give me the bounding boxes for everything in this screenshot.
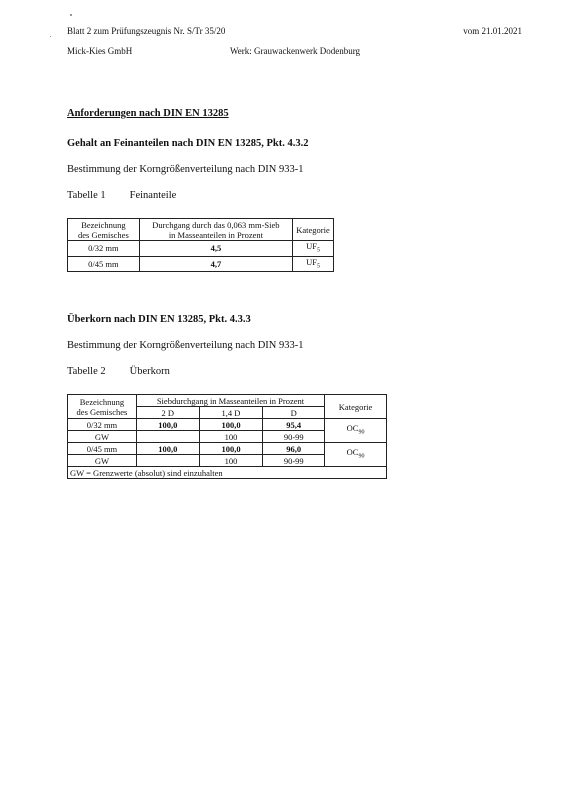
- table2-label: Tabelle 2: [67, 366, 106, 377]
- value-1-4d: 100,0: [199, 419, 263, 431]
- limit-2d: [136, 455, 199, 467]
- table1-caption: [67, 190, 176, 201]
- header-mixture: Bezeichnung des Gemisches: [68, 395, 137, 419]
- category-cell: $UF_5$: [293, 256, 334, 272]
- limit-2d: [136, 431, 199, 443]
- table1-label: Tabelle 1: [67, 190, 106, 201]
- header-d: D: [263, 407, 325, 419]
- fines-table: [67, 218, 334, 272]
- header-2d: 2 D: [136, 407, 199, 419]
- scan-speck: [70, 14, 72, 16]
- sheet-reference: Blatt 2 zum Prüfungszeugnis Nr. S/Tr 35/20: [67, 26, 226, 36]
- limit-d: 90-99: [263, 431, 325, 443]
- header-mixture: Bezeichnung des Gemisches: [68, 219, 140, 241]
- passing-value: 4,5: [139, 241, 292, 257]
- table2-caption: [67, 366, 170, 377]
- mixture-cell: 0/45 mm: [68, 256, 140, 272]
- header-sieve-passing: Siebdurchgang in Masseanteilen in Prozent: [136, 395, 324, 407]
- value-d: 96,0: [263, 443, 325, 455]
- value-1-4d: 100,0: [199, 443, 263, 455]
- company-name: Mick-Kies GmbH: [67, 46, 133, 56]
- limit-1-4d: 100: [199, 431, 263, 443]
- passing-value: 4,7: [139, 256, 292, 272]
- value-2d: 100,0: [136, 443, 199, 455]
- mixture-cell: 0/45 mm: [68, 443, 137, 455]
- mixture-cell: 0/32 mm: [68, 419, 137, 431]
- oversize-table: [67, 394, 387, 479]
- table-row: [68, 443, 387, 455]
- oversize-method: Bestimmung der Korngrößenverteilung nach DIN 933-1: [67, 340, 304, 351]
- document-date: vom 21.01.2021: [463, 26, 522, 36]
- table-row: [68, 256, 334, 272]
- section-title: Anforderungen nach DIN EN 13285: [67, 108, 229, 119]
- value-d: 95,4: [263, 419, 325, 431]
- header-passing: Durchgang durch das 0,063 mm-Sieb in Masseanteilen in Prozent: [139, 219, 292, 241]
- fines-method: Bestimmung der Korngrößenverteilung nach DIN 933-1: [67, 164, 304, 175]
- category-cell: $OC_{90}$: [325, 419, 387, 443]
- limit-d: 90-99: [263, 455, 325, 467]
- scan-speck: [50, 36, 51, 37]
- table-row: [68, 241, 334, 257]
- plant-name: Werk: Grauwackenwerk Dodenburg: [230, 46, 361, 56]
- footnote-row: [68, 467, 387, 479]
- table-row: [68, 419, 387, 431]
- table1-name: Feinanteile: [129, 190, 177, 201]
- table-footnote: GW = Grenzwerte (absolut) sind einzuhalten: [68, 467, 387, 479]
- value-2d: 100,0: [136, 419, 199, 431]
- limit-1-4d: 100: [199, 455, 263, 467]
- table-header-row: [68, 219, 334, 241]
- mixture-cell: 0/32 mm: [68, 241, 140, 257]
- limit-label: GW: [68, 455, 137, 467]
- category-cell: $OC_{90}$: [325, 443, 387, 467]
- table-header-row: [68, 395, 387, 407]
- oversize-subtitle: Überkorn nach DIN EN 13285, Pkt. 4.3.3: [67, 314, 251, 325]
- category-cell: $UF_5$: [293, 241, 334, 257]
- table2-name: Überkorn: [129, 366, 170, 377]
- limit-label: GW: [68, 431, 137, 443]
- header-category: Kategorie: [325, 395, 387, 419]
- header-category: Kategorie: [293, 219, 334, 241]
- fines-subtitle: Gehalt an Feinanteilen nach DIN EN 13285, Pkt. 4.3.2: [67, 138, 309, 149]
- header-1-4d: 1,4 D: [199, 407, 263, 419]
